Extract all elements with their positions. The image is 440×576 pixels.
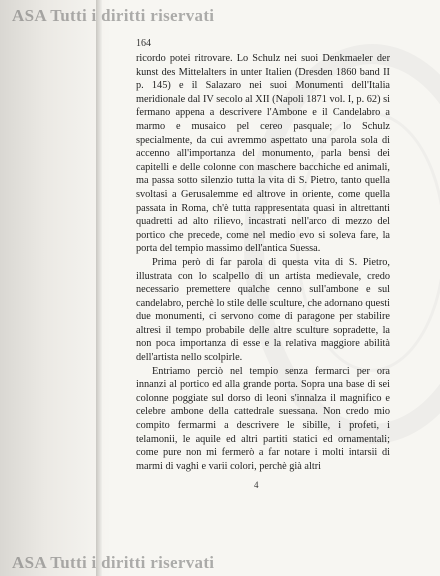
paragraph-2: Prima però di far parola di questa vita di S. Pietro, illustrata con lo scalpello di un artista medievale, credo necessario premettere qualche cenno sull'ambone e sul candelabro, perchè lo stile delle sculture, che adornano questi due monumenti, ci servono come di paragone per stabilire altresì il tempo probabile delle altre sculture sopradette, la non poca importanza di esse e la relativa maggiore abilità dell'artista nello scolpirle. xyxy=(136,256,390,364)
body-text xyxy=(136,52,390,473)
watermark-bottom: ASA Tutti i diritti riservati xyxy=(12,553,215,572)
book-spine xyxy=(96,0,102,576)
paragraph-3: Entriamo perciò nel tempio senza fermarci per ora innanzi al portico ed alla grande porta. Sopra una base di sei colonne poggiate sul dorso di leoni s'innalza il magnifico e celebre ambone della cattedrale suessana. Non credo mio compito fermarmi a descrivere le sibille, i profeti, i telamonii, le aquile ed altri partiti statici ed ornamentali; come pure non mi fermerò a far notare i molti intarsii di marmi di vaghi e varii colori, perchè già altri xyxy=(136,365,390,472)
signature-mark: 4 xyxy=(254,480,259,490)
watermark-top: ASA Tutti i diritti riservati xyxy=(12,6,215,25)
page-number: 164 xyxy=(136,38,151,49)
paragraph-1: ricordo potei ritrovare. Lo Schulz nei suoi Denkmaeler der kunst des Mittelalters in unter Italien (Dresden 1860 band II p. 145) e il Salazaro nei suoi Monumenti dell'Italia meridionale dal IV secolo al XII (Napoli 1871 vol. I, p. 62) si fermano appena a descrivere l'Ambone e il Candelabro a marmo e musaico pel cereo pasquale; lo Schulz specialmente, da cui avremmo aspettato una parola sola di accenno all'importanza del monumento, parla bensì dei capitelli e delle colonne con maschere bacchiche ed animali, ma passa sotto silenzio tutta la vita di S. Pietro, tanto quella svoltasi a Gerusalemme ed altrove in oriente, come quella passata in Roma, ch'è tutta rappresentata quasi in altrettanti quadretti ad alto rilievo, incastrati nell'arco di mezzo del portico che precede, come nel medio evo si soleva fare, la porta del tempio massimo dell'antica Suessa. xyxy=(136,53,390,255)
